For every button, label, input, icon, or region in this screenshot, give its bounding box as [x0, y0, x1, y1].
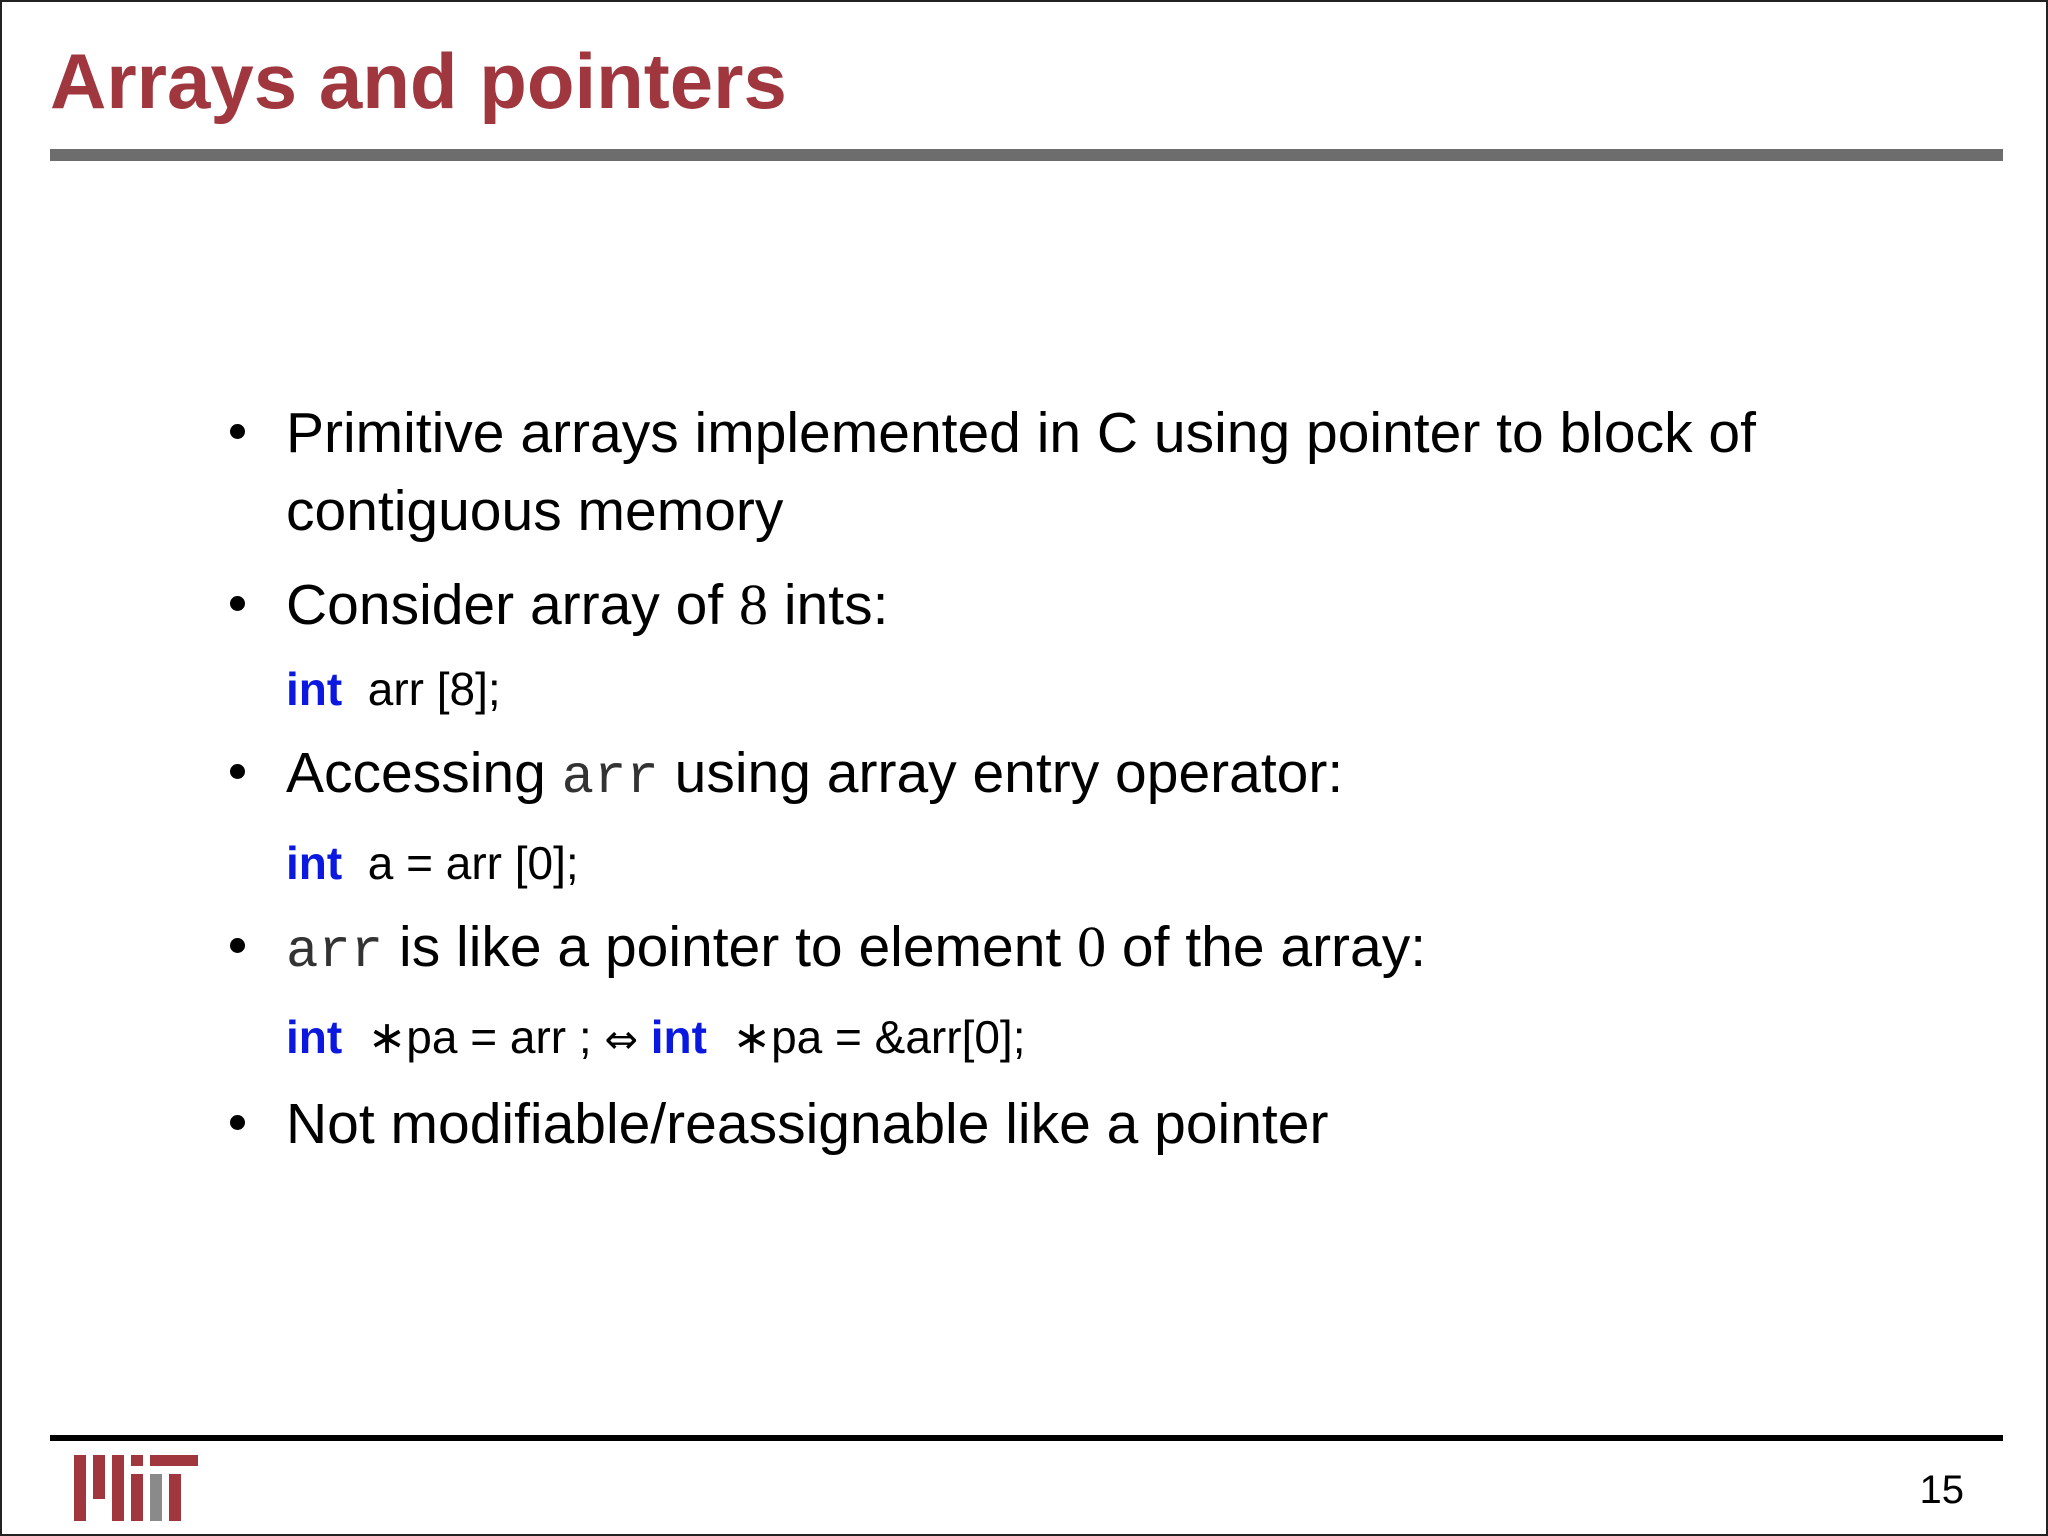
code-line	[286, 828, 1882, 898]
code-inline: arr	[561, 748, 659, 809]
bullet-text	[286, 566, 1882, 644]
bullet-icon	[230, 938, 245, 953]
bullet-icon	[230, 596, 245, 611]
bullet-item-2	[222, 566, 1882, 724]
bullet-text: Primitive arrays implemented in C using pointer to block of contiguous memory	[286, 401, 1756, 543]
code-rest: arr [8];	[342, 663, 501, 715]
code-part-2: ∗pa = &arr[0];	[706, 1011, 1026, 1063]
bullet-text-before: Consider array of	[286, 573, 740, 637]
code-keyword: int	[286, 837, 343, 889]
title-rule	[50, 149, 2003, 161]
bullet-text-after: using array entry operator:	[658, 741, 1344, 805]
bullet-item-4	[222, 908, 1882, 1075]
math-number: 8	[739, 572, 769, 637]
bullet-text-after: ints:	[768, 573, 889, 637]
footer-rule	[50, 1435, 2003, 1441]
code-part-1: ∗pa = arr ;	[342, 1011, 605, 1063]
bullet-text: Not modifiable/reassignable like a pointer	[286, 1092, 1329, 1156]
bullet-item-1	[222, 394, 1882, 550]
page-number: 15	[1919, 1468, 1964, 1512]
bullet-item-5	[222, 1085, 1882, 1163]
code-keyword: int	[286, 1011, 343, 1063]
code-line	[286, 1002, 1882, 1075]
slide-title: Arrays and pointers	[50, 37, 787, 125]
bullet-text-before: Accessing	[286, 741, 562, 805]
bullet-icon	[230, 764, 245, 779]
bullet-text-after: of the array:	[1106, 915, 1427, 979]
bullet-item-3	[222, 734, 1882, 898]
code-inline: arr	[286, 922, 384, 983]
bullet-text-mid: is like a pointer to element	[383, 915, 1078, 979]
bullet-text	[286, 734, 1882, 818]
code-line	[286, 654, 1882, 724]
bullet-icon	[230, 1115, 245, 1130]
code-keyword: int	[286, 663, 343, 715]
math-number: 0	[1077, 914, 1107, 979]
bullet-list	[222, 394, 1882, 1163]
code-rest: a = arr [0];	[342, 837, 579, 889]
bullet-icon	[230, 424, 245, 439]
code-keyword-2: int	[637, 1011, 707, 1063]
bullet-text	[286, 908, 1882, 992]
mit-logo-icon	[74, 1455, 198, 1521]
equivalence-icon: ⇔	[604, 1017, 638, 1063]
